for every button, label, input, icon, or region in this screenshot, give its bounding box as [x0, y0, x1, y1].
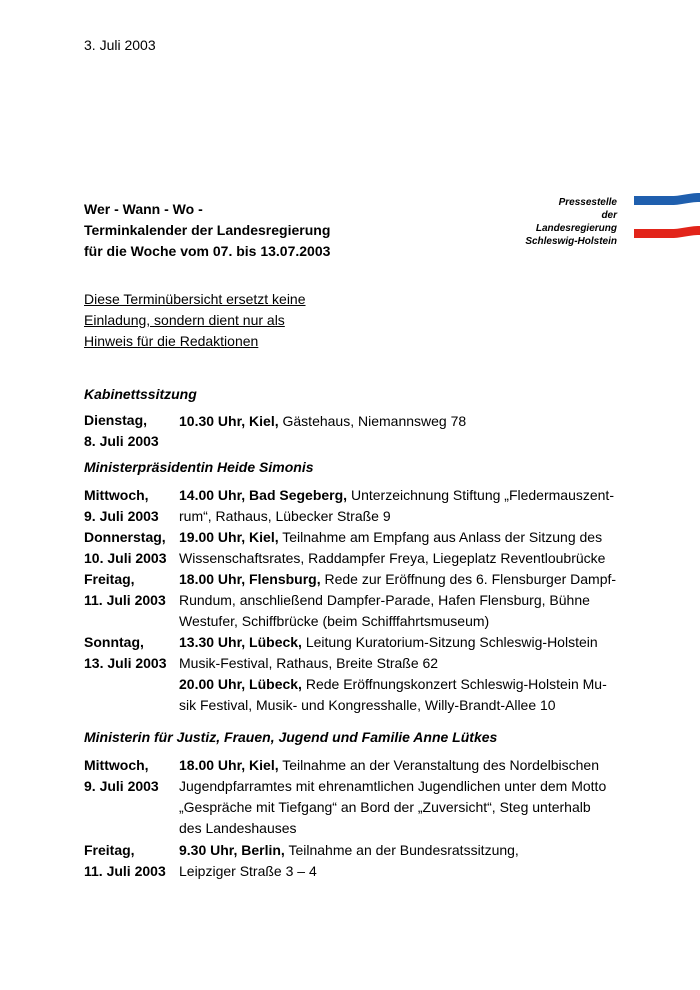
event-text: Musik-Festival, Rathaus, Breite Straße 62: [179, 655, 439, 671]
press-line-4: Schleswig-Holstein: [525, 236, 617, 247]
event-entry: [179, 527, 624, 569]
event-text: Westufer, Schiffbrücke (beim Schifffahrtsmuseum): [179, 613, 490, 629]
document-date: 3. Juli 2003: [84, 37, 156, 53]
day-date: 9. Juli 2003: [84, 778, 159, 794]
event-text: des Landeshauses: [179, 820, 297, 836]
event-time-place: 10.30 Uhr, Kiel,: [179, 413, 279, 429]
event-entry: [179, 485, 624, 527]
notice-line-3: Hinweis für die Redaktionen: [84, 333, 259, 349]
event-text: Jugendpfarramtes mit ehrenamtlichen Jugendlichen unter dem Motto: [179, 778, 607, 794]
event-entry: [179, 674, 624, 716]
press-office-label: [525, 196, 617, 248]
notice-line-2: Einladung, sondern dient nur als: [84, 312, 285, 328]
day-date: 10. Juli 2003: [84, 550, 167, 566]
weekday: Mittwoch,: [84, 487, 149, 503]
day-date: 13. Juli 2003: [84, 655, 167, 671]
event-text: Leipziger Straße 3 – 4: [179, 863, 317, 879]
weekday: Sonntag,: [84, 634, 144, 650]
weekday: Freitag,: [84, 571, 135, 587]
event-time-place: 13.30 Uhr, Lübeck,: [179, 634, 302, 650]
day-date: 11. Juli 2003: [84, 592, 166, 608]
weekday: Freitag,: [84, 842, 135, 858]
event-text: Rede Eröffnungskonzert Schleswig-Holstein Mu-: [301, 676, 607, 692]
day-label: [84, 632, 167, 674]
event-entry: [179, 840, 624, 882]
day-date: 11. Juli 2003: [84, 863, 166, 879]
heading-line-2: Terminkalender der Landesregierung: [84, 222, 331, 238]
press-line-2: der: [601, 210, 617, 221]
day-date: 9. Juli 2003: [84, 508, 159, 524]
event-text: Unterzeichnung Stiftung „Fledermauszent-: [347, 487, 614, 503]
day-label: [84, 527, 167, 569]
event-time-place: 19.00 Uhr, Kiel,: [179, 529, 279, 545]
press-line-1: Pressestelle: [558, 197, 617, 208]
event-text: Teilnahme am Empfang aus Anlass der Sitzung des: [278, 529, 603, 545]
day-label: [84, 485, 159, 527]
section-title-justice-minister: Ministerin für Justiz, Frauen, Jugend und Familie Anne Lütkes: [84, 729, 498, 745]
day-label: [84, 410, 159, 452]
state-flag-logo-icon: [632, 193, 700, 243]
event-text: Gästehaus, Niemannsweg 78: [278, 413, 467, 429]
event-entry: [179, 755, 624, 839]
day-date: 8. Juli 2003: [84, 433, 159, 449]
heading-line-1: Wer - Wann - Wo -: [84, 201, 203, 217]
event-text: Rede zur Eröffnung des 6. Flensburger Dampf-: [320, 571, 617, 587]
event-text: „Gespräche mit Tiefgang“ an Bord der „Zuversicht“, Steg unterhalb: [179, 799, 591, 815]
press-line-3: Landesregierung: [535, 223, 617, 234]
weekday: Donnerstag,: [84, 529, 166, 545]
event-text: Teilnahme an der Veranstaltung des Nordelbischen: [278, 757, 600, 773]
day-label: [84, 840, 166, 882]
event-time-place: 9.30 Uhr, Berlin,: [179, 842, 285, 858]
event-text: sik Festival, Musik- und Kongresshalle, Willy-Brandt-Allee 10: [179, 697, 556, 713]
event-entry: [179, 632, 624, 674]
event-time-place: 14.00 Uhr, Bad Segeberg,: [179, 487, 348, 503]
editorial-notice: [84, 289, 306, 352]
event-time-place: 18.00 Uhr, Flensburg,: [179, 571, 321, 587]
document-heading: [84, 199, 330, 262]
event-entry: [179, 569, 624, 632]
notice-line-1: Diese Terminübersicht ersetzt keine: [84, 291, 306, 307]
event-text: Teilnahme an der Bundesratssitzung,: [284, 842, 519, 858]
day-label: [84, 755, 159, 797]
section-title-cabinet: Kabinettssitzung: [84, 386, 197, 402]
event-text: Leitung Kuratorium-Sitzung Schleswig-Holstein: [301, 634, 598, 650]
day-label: [84, 569, 166, 611]
event-text: rum“, Rathaus, Lübecker Straße 9: [179, 508, 391, 524]
event-text: Wissenschaftsrates, Raddampfer Freya, Liegeplatz Reventloubrücke: [179, 550, 606, 566]
event-text: Rundum, anschließend Dampfer-Parade, Hafen Flensburg, Bühne: [179, 592, 590, 608]
event-time-place: 18.00 Uhr, Kiel,: [179, 757, 279, 773]
section-title-minister-president: Ministerpräsidentin Heide Simonis: [84, 459, 314, 475]
weekday: Mittwoch,: [84, 757, 149, 773]
heading-line-3: für die Woche vom 07. bis 13.07.2003: [84, 243, 331, 259]
event-time-place: 20.00 Uhr, Lübeck,: [179, 676, 302, 692]
event-entry: [179, 411, 624, 432]
logo-blue-stripe: [634, 193, 700, 205]
logo-red-stripe: [634, 226, 700, 238]
weekday: Dienstag,: [84, 412, 148, 428]
